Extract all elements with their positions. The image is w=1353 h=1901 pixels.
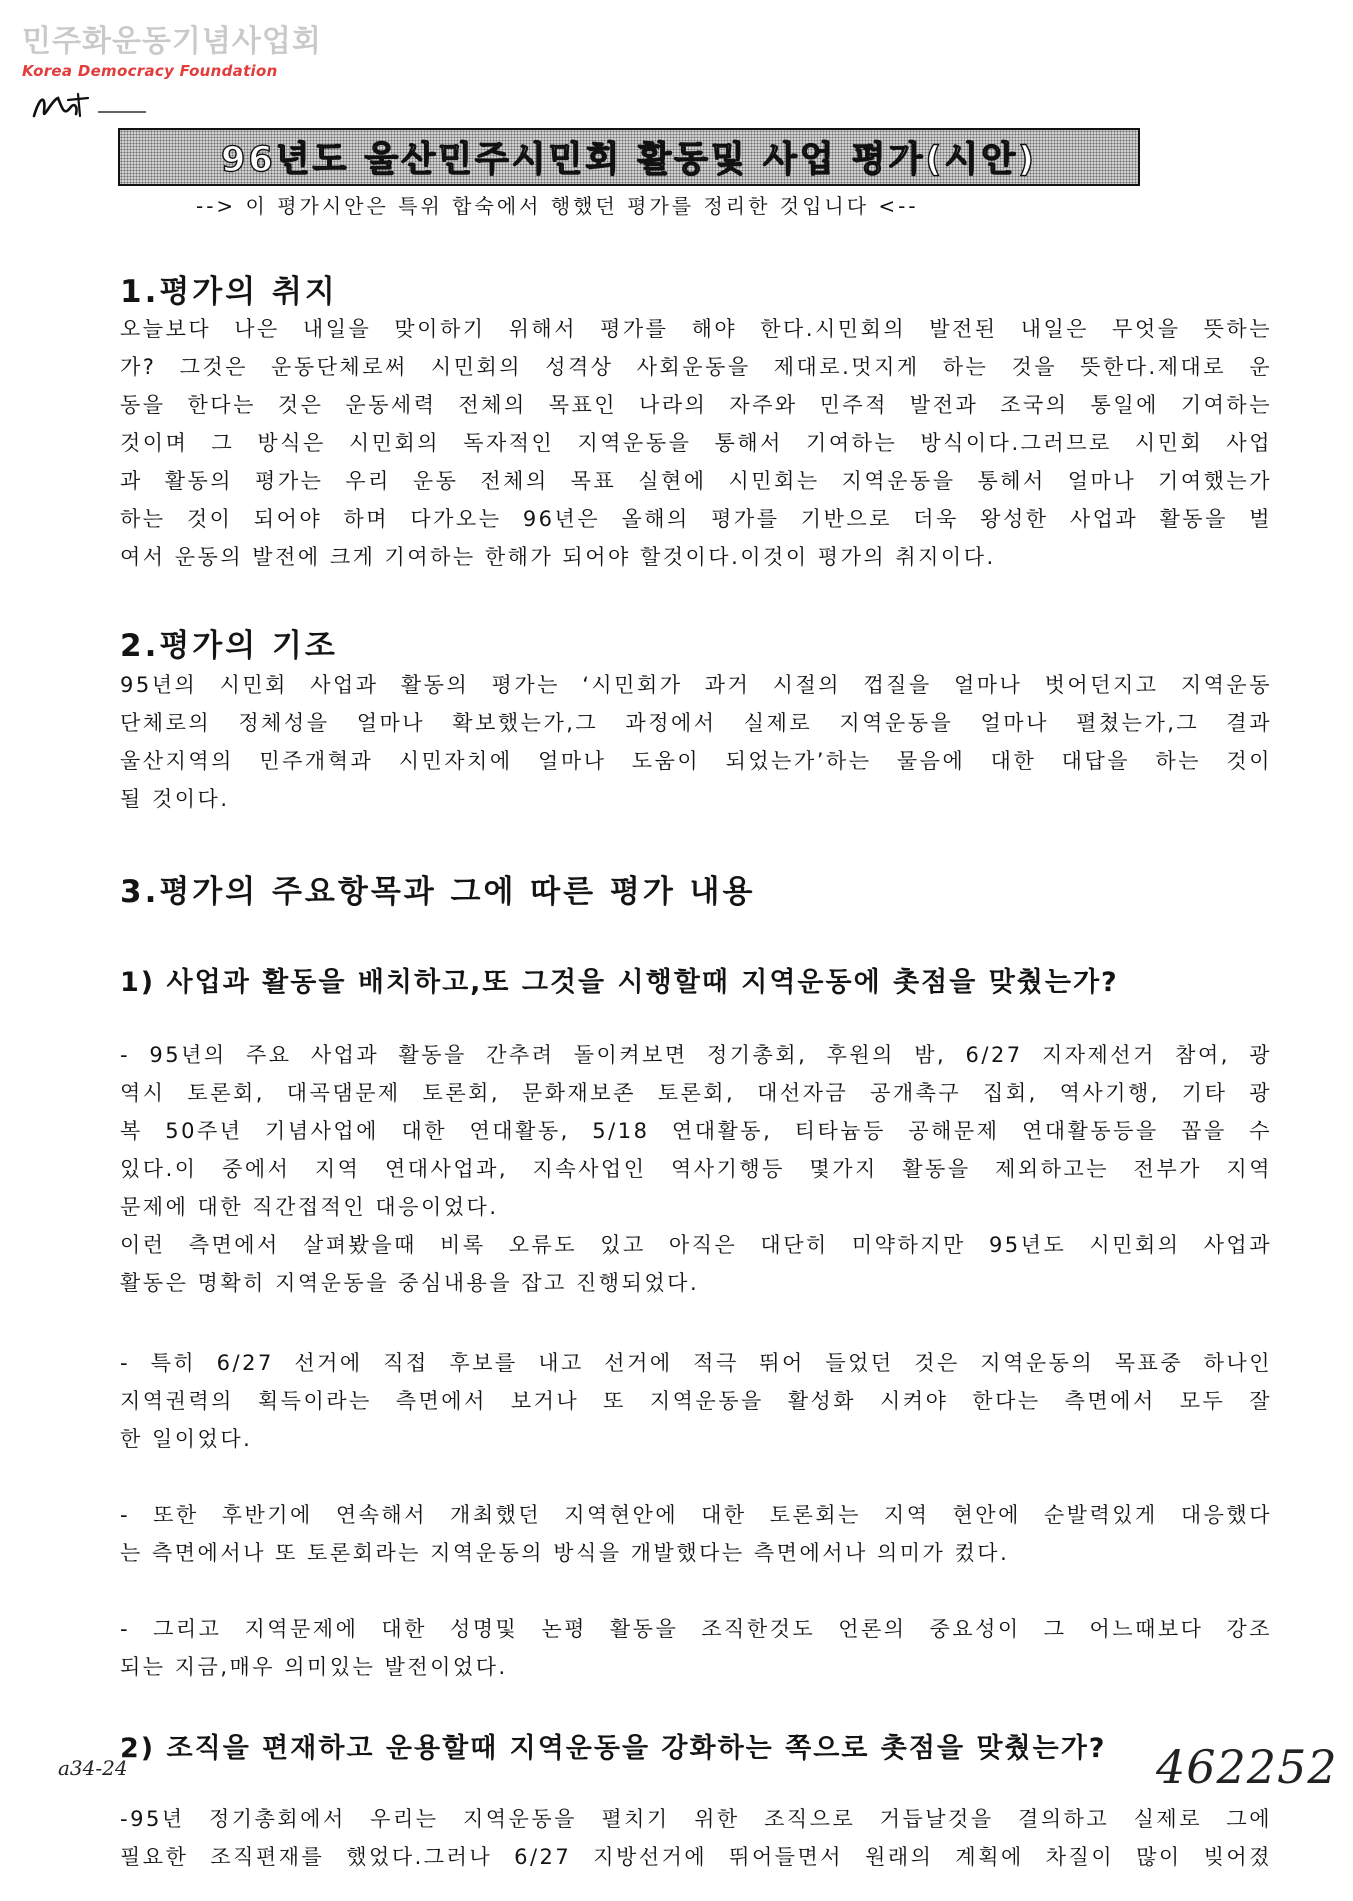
handwritten-signature-icon [30, 86, 150, 126]
question-1-paragraph-3 [120, 1496, 1272, 1572]
text-line: -95년 정기총회에서 우리는 지역운동을 펼치기 위한 조직으로 거듭날것을 결의하고 실제로 그에 [120, 1807, 1272, 1831]
watermark-english: Korea Democracy Foundation [22, 62, 278, 80]
text-line: 지역권력의 획득이라는 측면에서 보거나 또 지역운동을 활성화 시켜야 한다는 측면에서 모두 잘 [120, 1389, 1272, 1413]
text-line: - 특히 6/27 선거에 직접 후보를 내고 선거에 적극 뛰어 들었던 것은 지역운동의 목표중 하나인 [120, 1351, 1272, 1375]
section-2-paragraph [120, 666, 1272, 818]
text-line: 울산지역의 민주개혁과 시민자치에 얼마나 도움이 되었는가’하는 물음에 대한 대답을 하는 것이 [120, 749, 1272, 773]
text-line: 있다.이 중에서 지역 연대사업과, 지속사업인 역사기행등 몇가지 활동을 제외하고는 전부가 지역 [120, 1157, 1272, 1181]
text-line: 과 활동의 평가는 우리 운동 전체의 목표 실현에 시민회는 지역운동을 통헤서 얼마나 기여했는가 [120, 469, 1272, 493]
text-line: 는 측면에서나 또 토론회라는 지역운동의 방식을 개발했다는 측면에서나 의미가 컸다. [120, 1541, 1010, 1565]
question-2-paragraph-1 [120, 1800, 1272, 1876]
text-line: - 95년의 주요 사업과 활동을 간추려 돌이켜보면 정기총회, 후원의 밤, 6/27 지자제선거 참여, 광 [120, 1043, 1272, 1067]
text-line: 복 50주년 기념사업에 대한 연대활동, 5/18 연대활동, 티타늄등 공해문제 연대활동등을 꼽을 수 [120, 1119, 1272, 1143]
text-line: 될 것이다. [120, 787, 230, 811]
text-line: 오늘보다 나은 내일을 맞이하기 위해서 평가를 해야 한다.시민회의 발전된 내일은 무엇을 뜻하는 [120, 317, 1272, 341]
question-1-paragraph-1 [120, 1036, 1272, 1302]
section-1-paragraph [120, 310, 1272, 576]
text-line: 한 일이었다. [120, 1427, 253, 1451]
question-1-heading: 1) 사업과 활동을 배치하고,또 그것을 시행할때 지역운동에 촛점을 맞췄는가? [120, 967, 1119, 998]
handwritten-margin-code: a34-24 [58, 1756, 128, 1780]
text-line: - 그리고 지역문제에 대한 성명및 논평 활동을 조직한것도 언론의 중요성이 그 어느때보다 강조 [120, 1617, 1272, 1641]
text-line: 되는 지금,매우 의미있는 발전이었다. [120, 1655, 508, 1679]
section-2-heading: 2.평가의 기조 [120, 628, 338, 664]
text-line: 동을 한다는 것은 운동세력 전체의 목표인 나라의 자주와 민주적 발전과 조국의 통일에 기여하는 [120, 393, 1272, 417]
section-3-heading: 3.평가의 주요항목과 그에 따른 평가 내용 [120, 874, 756, 910]
foundation-watermark [22, 16, 322, 80]
text-line: 단체로의 정체성을 얼마나 확보했는가,그 과정에서 실제로 지역운동을 얼마나 펼쳤는가,그 결과 [120, 711, 1272, 735]
text-line: 이런 측면에서 살펴봤을때 비록 오류도 있고 아직은 대단히 미약하지만 95년도 시민회의 사업과 [120, 1233, 1272, 1257]
watermark-korean: 민주화운동기념사업회 [22, 24, 322, 59]
text-line: 문제에 대한 직간접적인 대응이었다. [120, 1195, 499, 1219]
handwritten-document-number: 462252 [1156, 1740, 1338, 1794]
text-line: 것이며 그 방식은 시민회의 독자적인 지역운동을 통해서 기여하는 방식이다.그러므로 시민회 사업 [120, 431, 1272, 455]
text-line: 95년의 시민회 사업과 활동의 평가는 ‘시민회가 과거 시절의 껍질을 얼마나 벗어던지고 지역운동 [120, 673, 1272, 697]
text-line: 가? 그것은 운동단체로써 시민회의 성격상 사회운동을 제대로.멋지게 하는 것을 뜻한다.제대로 운 [120, 355, 1272, 379]
section-1-heading: 1.평가의 취지 [120, 274, 338, 310]
document-subtitle: --> 이 평가시안은 특위 합숙에서 행했던 평가를 정리한 것입니다 <-- [196, 194, 919, 218]
text-line: 여서 운동의 발전에 크게 기여하는 한해가 되어야 할것이다.이것이 평가의 취지이다. [120, 545, 996, 569]
text-line: - 또한 후반기에 연속해서 개최했던 지역현안에 대한 토론회는 지역 현안에 순발력있게 대응했다 [120, 1503, 1272, 1527]
text-line: 필요한 조직편재를 했었다.그러나 6/27 지방선거에 뛰어들면서 원래의 계획에 차질이 많이 빚어졌 [120, 1845, 1272, 1869]
question-2-heading: 2) 조직을 편재하고 운용할때 지역운동을 강화하는 쪽으로 촛점을 맞췄는가? [120, 1733, 1107, 1764]
text-line: 활동은 명확히 지역운동을 중심내용을 잡고 진행되었다. [120, 1271, 700, 1295]
text-line: 하는 것이 되어야 하며 다가오는 96년은 올해의 평가를 기반으로 더욱 왕성한 사업과 활동을 벌 [120, 507, 1272, 531]
question-1-paragraph-2 [120, 1344, 1272, 1458]
document-title: 96년도 울산민주시민회 활동및 사업 평가(시안) [220, 140, 1038, 180]
document-title-box [118, 128, 1140, 186]
question-1-paragraph-4 [120, 1610, 1272, 1686]
text-line: 역시 토론회, 대곡댐문제 토론회, 문화재보존 토론회, 대선자금 공개촉구 집회, 역사기행, 기타 광 [120, 1081, 1272, 1105]
